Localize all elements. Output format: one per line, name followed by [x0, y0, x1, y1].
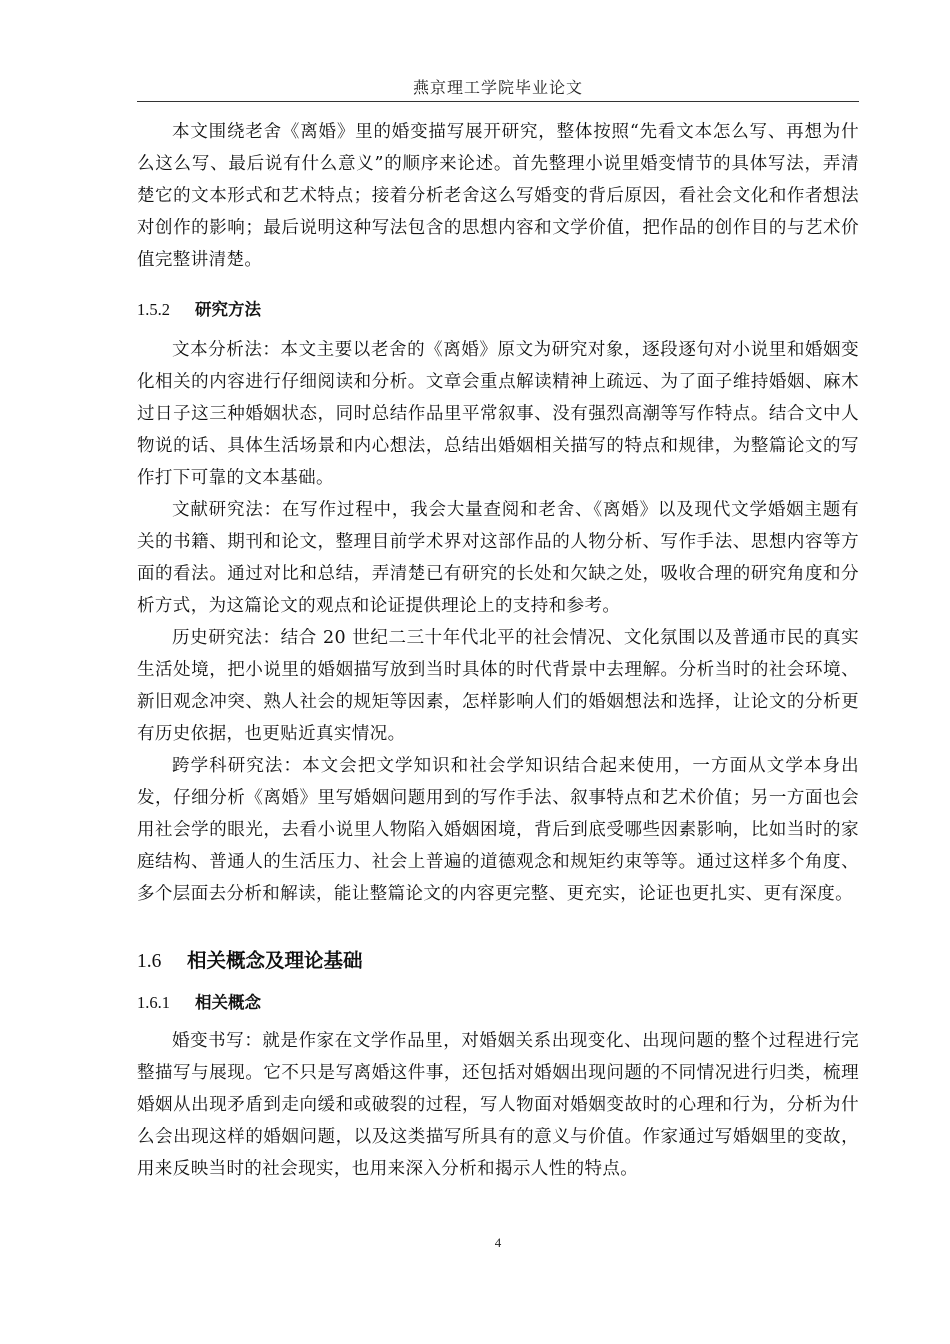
running-header: 燕京理工学院毕业论文	[412, 78, 583, 97]
method-paragraph-historical-research: 历史研究法：结合 20 世纪二三十年代北平的社会情况、文化氛围以及普通市民的真实生活处境，把小说里的婚姻描写放到当时具体的时代背景中去理解。分析当时的社会环境、新旧观念冲突、熟人社会的规矩等因素，怎样影响人们的婚姻想法和选择，让论文的分析更有历史依据，也更贴近真实情况。	[137, 628, 859, 744]
section-title: 相关概念及理论基础	[187, 949, 363, 972]
section-title: 研究方法	[195, 300, 261, 319]
intro-paragraph: 本文围绕老舍《离婚》里的婚变描写展开研究，整体按照“先看文本怎么写、再想为什么这么写、最后说有什么意义”的顺序来论述。首先整理小说里婚变情节的具体写法，弄清楚它的文本形式和艺术特点；接着分析老舍这么写婚变的背后原因，看社会文化和作者想法对创作的影响；最后说明这种写法包含的思想内容和文学价值，把作品的创作目的与艺术价值完整讲清楚。	[137, 122, 859, 270]
section-heading-1-6-1	[137, 991, 859, 1015]
section-number: 1.5.2	[137, 300, 170, 319]
concept-paragraph-marriage-change-writing: 婚变书写：就是作家在文学作品里，对婚姻关系出现变化、出现问题的整个过程进行完整描写与展现。它不只是写离婚这件事，还包括对婚姻出现问题的不同情况进行归类，梳理婚姻从出现矛盾到走向缓和或破裂的过程，写人物面对婚姻变故时的心理和行为，分析为什么会出现这样的婚姻问题，以及这类描写所具有的意义与价值。作家通过写婚姻里的变故，用来反映当时的社会现实，也用来深入分析和揭示人性的特点。	[137, 1031, 859, 1179]
method-paragraph-interdisciplinary: 跨学科研究法：本文会把文学知识和社会学知识结合起来使用，一方面从文学本身出发，仔细分析《离婚》里写婚姻问题用到的写作手法、叙事特点和艺术价值；另一方面也会用社会学的眼光，去看小说里人物陷入婚姻困境，背后到底受哪些因素影响，比如当时的家庭结构、普通人的生活压力、社会上普遍的道德观念和规矩约束等等。通过这样多个角度、多个层面去分析和解读，能让整篇论文的内容更完整、更充实，论证也更扎实、更有深度。	[137, 756, 859, 904]
section-number: 1.6.1	[137, 993, 170, 1012]
method-paragraph-literature-research: 文献研究法：在写作过程中，我会大量查阅和老舍、《离婚》以及现代文学婚姻主题有关的书籍、期刊和论文，整理目前学术界对这部作品的人物分析、写作手法、思想内容等方面的看法。通过对比和总结，弄清楚已有研究的长处和欠缺之处，吸收合理的研究角度和分析方式，为这篇论文的观点和论证提供理论上的支持和参考。	[137, 500, 859, 616]
section-heading-1-5-2	[137, 298, 859, 322]
page-body	[137, 116, 859, 1185]
section-number: 1.6	[137, 951, 162, 972]
section-title: 相关概念	[195, 993, 261, 1012]
method-paragraph-text-analysis: 文本分析法：本文主要以老舍的《离婚》原文为研究对象，逐段逐句对小说里和婚姻变化相关的内容进行仔细阅读和分析。文章会重点解读精神上疏远、为了面子维持婚姻、麻木过日子这三种婚姻状态，同时总结作品里平常叙事、没有强烈高潮等写作特点。结合文中人物说的话、具体生活场景和内心想法，总结出婚姻相关描写的特点和规律，为整篇论文的写作打下可靠的文本基础。	[137, 340, 859, 488]
header-divider	[137, 101, 859, 102]
page-number: 4	[494, 1235, 502, 1250]
section-heading-1-6	[137, 946, 859, 977]
